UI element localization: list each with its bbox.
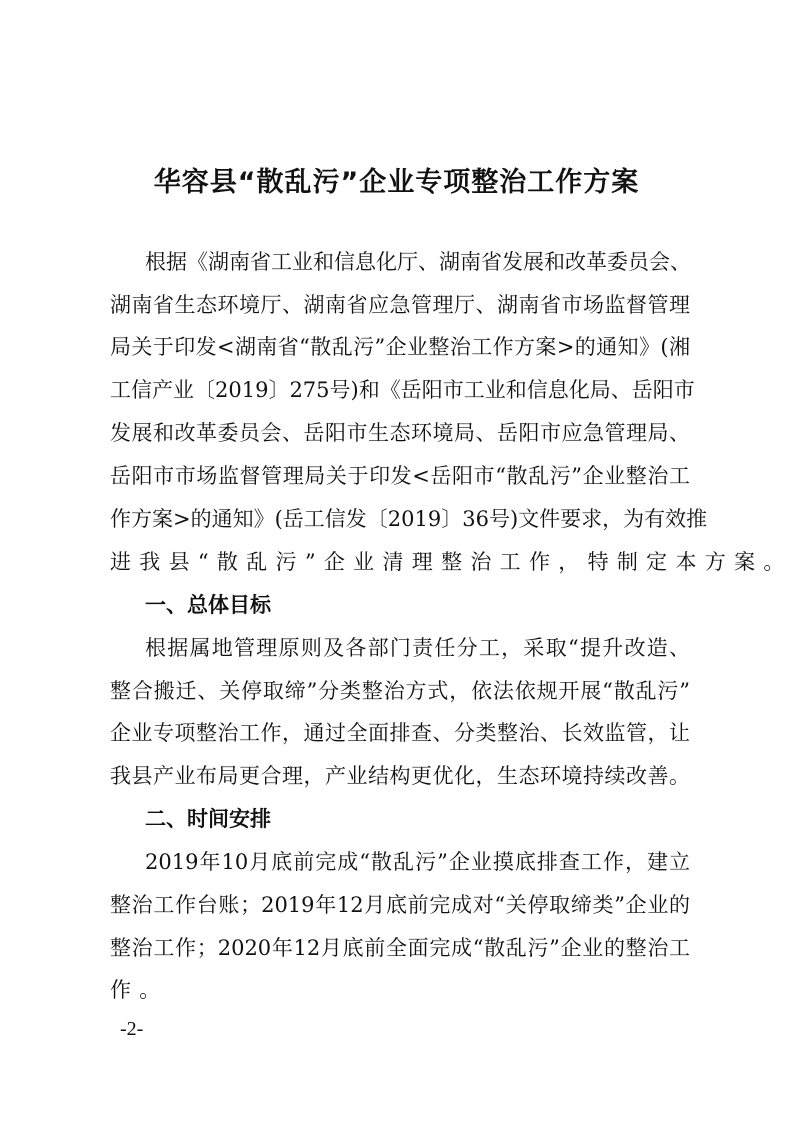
goals-line: 整合搬迁、关停取缔”分类整治方式，依法依规开展“散乱污” [110, 679, 690, 703]
intro-line: 发展和改革委员会、岳阳市生态环境局、岳阳市应急管理局、 [110, 421, 690, 445]
page-number: -2- [120, 1018, 144, 1040]
intro-line: 局关于印发<湖南省“散乱污”企业整治工作方案>的通知》(湘 [110, 335, 690, 359]
goals-line: 企业专项整治工作，通过全面排查、分类整治、长效监管，让 [110, 721, 690, 745]
intro-line: 工信产业〔2019〕275号)和《岳阳市工业和信息化局、岳阳市 [110, 378, 695, 402]
schedule-line: 作。 [110, 978, 169, 1002]
intro-line: 根据《湖南省工业和信息化厅、湖南省发展和改革委员会、 [145, 250, 691, 274]
document-title: 华容县“散乱污”企业专项整治工作方案 [153, 167, 640, 198]
intro-line: 进我县“散乱污”企业清理整治工作，特制定本方案。 [110, 550, 793, 574]
section-heading-goals: 一、总体目标 [145, 593, 271, 617]
schedule-line: 2019年10月底前完成“散乱污”企业摸底排查工作，建立 [145, 850, 690, 874]
intro-line: 岳阳市市场监督管理局关于印发<岳阳市“散乱污”企业整治工 [110, 464, 690, 488]
schedule-line: 整治工作；2020年12月底前全面完成“散乱污”企业的整治工 [110, 936, 690, 960]
goals-line: 根据属地管理原则及各部门责任分工，采取“提升改造、 [145, 636, 690, 660]
intro-line: 作方案>的通知》(岳工信发〔2019〕36号)文件要求，为有效推 [110, 507, 708, 531]
section-heading-schedule: 二、时间安排 [145, 807, 271, 831]
schedule-line: 整治工作台账；2019年12月底前完成对“关停取缔类”企业的 [110, 893, 690, 917]
goals-line: 我县产业布局更合理，产业结构更优化，生态环境持续改善。 [110, 764, 690, 788]
intro-line: 湖南省生态环境厅、湖南省应急管理厅、湖南省市场监督管理 [110, 293, 690, 317]
